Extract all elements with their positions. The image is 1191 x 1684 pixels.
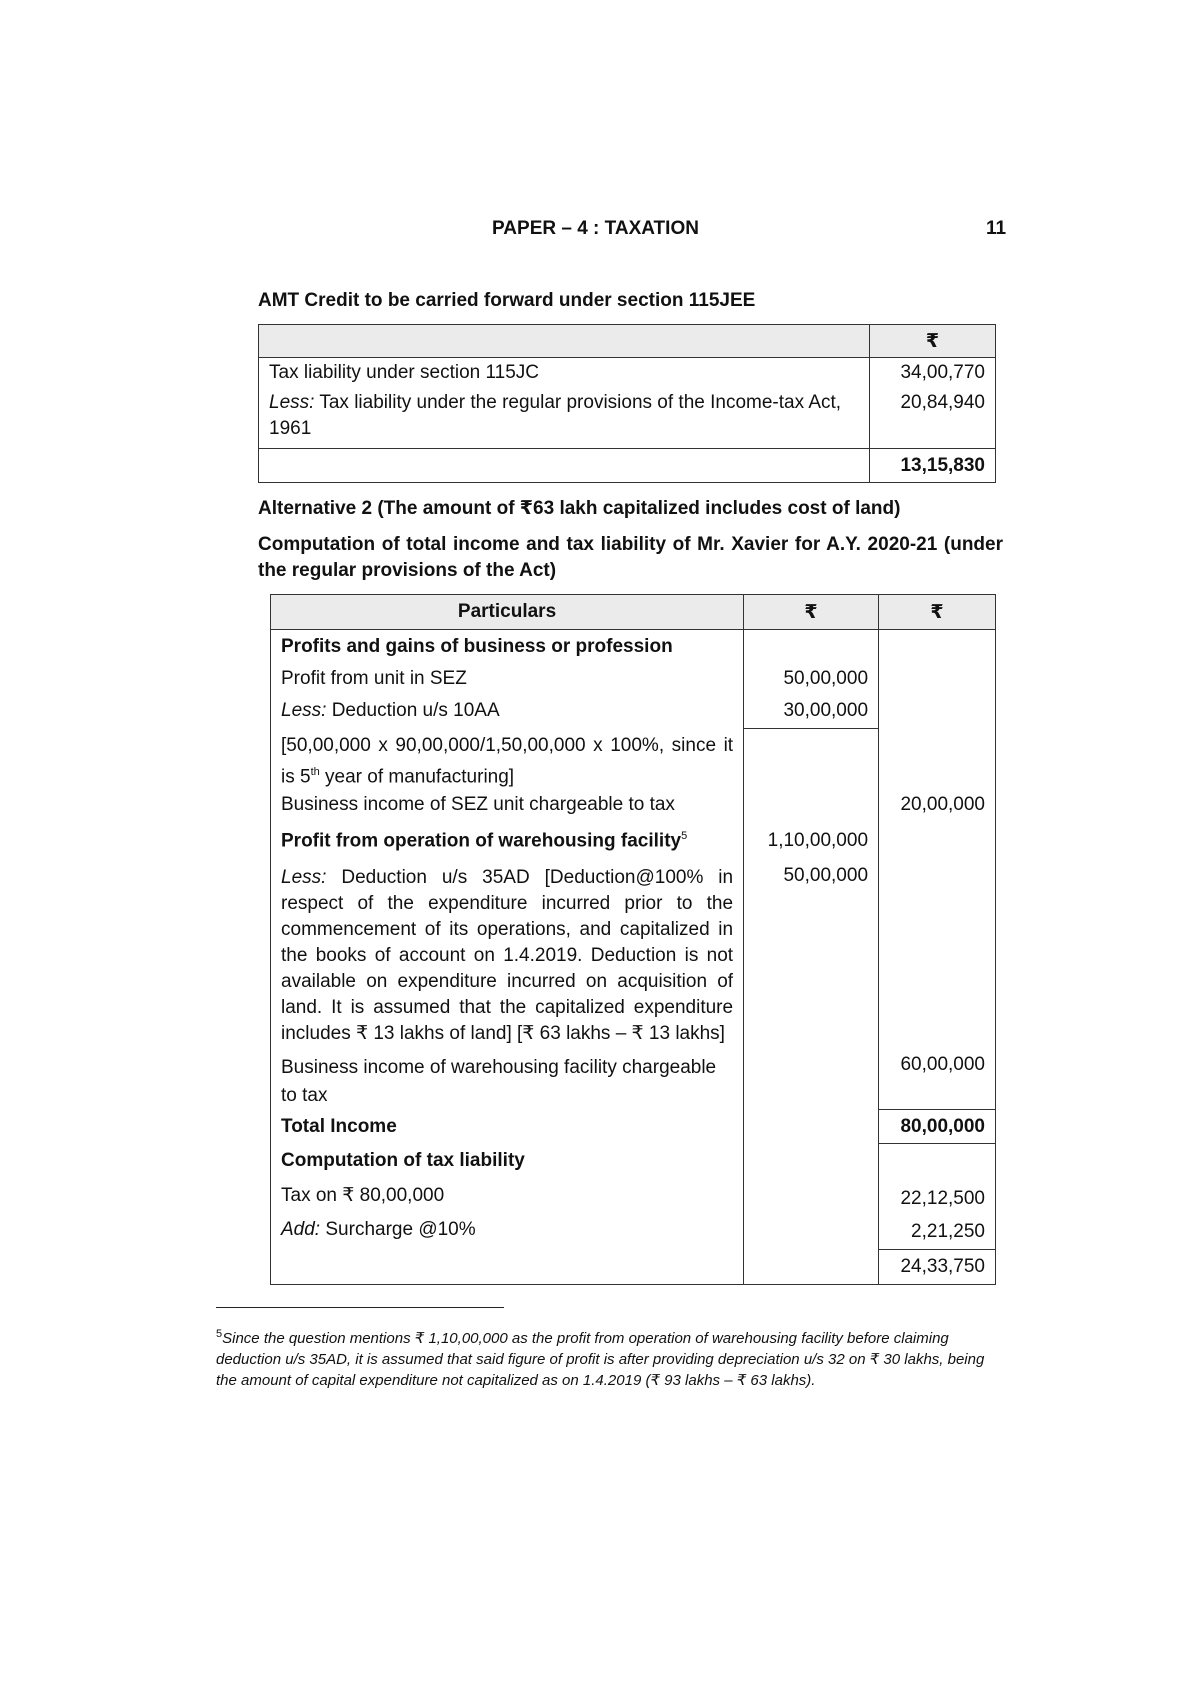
amt-row [259,358,996,387]
row-tax-total: 24,33,750 [879,1250,996,1285]
row-warehousing-heading: Profit from operation of warehousing facility$^5$ [271,824,744,859]
footnote-divider [216,1307,504,1308]
row-tax-heading: Computation of tax liability [271,1144,744,1180]
row-value-col2: 60,00,000 [879,1050,996,1110]
amt-row-value: 34,00,770 [870,358,996,387]
col-header-particulars: Particulars [271,595,744,630]
footnote: $^5$Since the question mentions ₹ 1,10,00,000 as the profit from operation of warehousing facility before claiming deduction u/s 35AD, it is assumed that said figure of profit is after providing depreciation u/s 32 on ₹ 30 lakhs, being the amount of capital expenditure not capitalized as on 1.4.2019 (₹ 93 lakhs – ₹ 63 lakhs). [216,1328,985,1389]
computation-heading: Computation of total income and tax liability of Mr. Xavier for A.Y. 2020-21 (under the regular provisions of the Act) [258,534,1003,581]
amt-row-value: 20,84,940 [870,386,996,449]
row-value-col2: 22,12,500 [879,1180,996,1215]
row-value-col1: 1,10,00,000 [744,824,879,859]
amt-credit-heading: AMT Credit to be carried forward under section 115JEE [258,290,756,311]
amt-credit-table [258,324,996,483]
page-number: 11 [986,218,1007,239]
row-value-col1: 30,00,000 [744,695,879,729]
row-label: Tax on ₹ 80,00,000 [271,1180,744,1215]
amt-total-blank [259,449,870,483]
row-value-col1: 50,00,000 [744,663,879,695]
amt-row-label: Less: Tax liability under the regular provisions of the Income-tax Act, 1961 [259,386,870,449]
row-note-10aa: [50,00,000 x 90,00,000/1,50,00,000 x 100%, since it is 5th year of manufacturing] [271,729,744,790]
col-header-currency-1: ₹ [744,595,879,630]
row-label: Add: Surcharge @10% [271,1215,744,1250]
col-header-currency-2: ₹ [879,595,996,630]
row-label: Less: Deduction u/s 10AA [271,695,744,729]
amt-currency-header: ₹ [870,325,996,358]
row-total-income: Total Income [271,1110,744,1144]
row-label: Profit from unit in SEZ [271,663,744,695]
row-value-col2: 80,00,000 [879,1110,996,1144]
row-label: Business income of SEZ unit chargeable to tax [271,790,744,824]
row-value-col2: 20,00,000 [879,790,996,824]
row-label: Business income of warehousing facility chargeable to tax [271,1050,744,1110]
row-deduction-35ad: Less: Deduction u/s 35AD [Deduction@100% in respect of the expenditure incurred prior to the commencement of its operations, and capitalized in the books of account on 1.4.2019. Deduction is not available on expenditure incurred on acquisition of land. It is assumed that the capitalized expenditure includes ₹ 13 lakhs of land] [₹ 63 lakhs – ₹ 13 lakhs] [271,859,744,1050]
computation-table [270,594,996,1285]
running-header-title: PAPER – 4 : TAXATION [492,218,699,239]
alternative-2-heading: Alternative 2 (The amount of ₹63 lakh capitalized includes cost of land) [258,498,901,519]
row-profits-heading: Profits and gains of business or profession [271,630,744,663]
row-value-col1: 50,00,000 [744,859,879,1050]
row-value-col2: 2,21,250 [879,1215,996,1250]
amt-header-blank [259,325,870,358]
amt-row [259,386,996,449]
amt-total-value: 13,15,830 [870,449,996,483]
amt-row-label: Tax liability under section 115JC [259,358,870,387]
